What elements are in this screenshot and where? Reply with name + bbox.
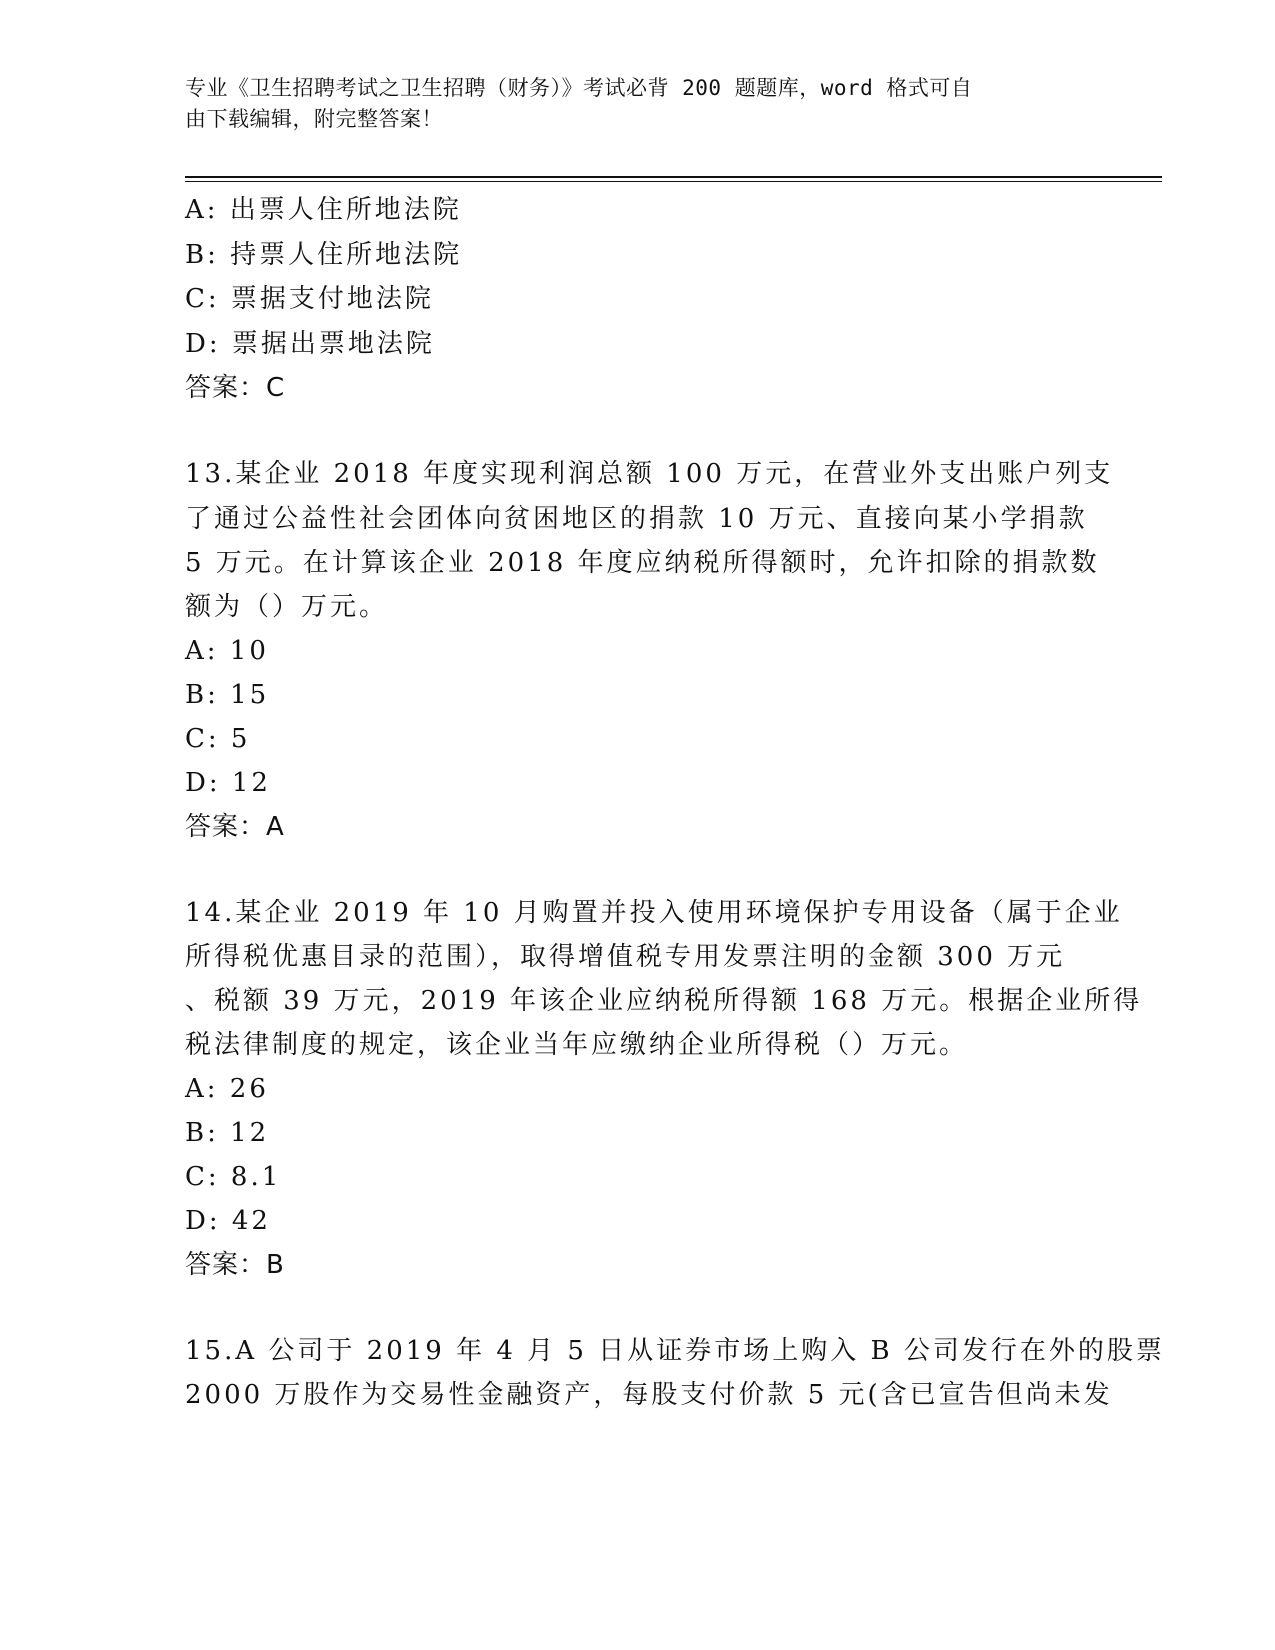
question-13-stem: 5 万元。在计算该企业 2018 年度应纳税所得额时，允许扣除的捐款数 xyxy=(185,548,1100,578)
question-13-stem: 13.某企业 2018 年度实现利润总额 100 万元，在营业外支出账户列支 xyxy=(185,459,1114,489)
question-14-stem: 14.某企业 2019 年 10 月购置并投入使用环境保护专用设备（属于企业 xyxy=(185,898,1123,928)
option-a: A: 出票人住所地法院 xyxy=(185,195,462,225)
header-divider-thin xyxy=(185,181,1162,182)
option-c: C: 票据支付地法院 xyxy=(185,284,434,314)
header-divider xyxy=(185,176,1162,178)
question-15-stem: 2000 万股作为交易性金融资产，每股支付价款 5 元(含已宣告但尚未发 xyxy=(185,1380,1113,1410)
question-13-stem: 了通过公益性社会团体向贫困地区的捐款 10 万元、直接向某小学捐款 xyxy=(185,504,1088,534)
answer-line: 答案：B xyxy=(185,1250,285,1280)
header-line: 由下载编辑，附完整答案！ xyxy=(185,107,443,131)
option-c: C: 5 xyxy=(185,724,251,754)
question-15-stem: 15.A 公司于 2019 年 4 月 5 日从证券市场上购入 B 公司发行在外的股票 xyxy=(185,1336,1165,1366)
question-14-stem: 所得税优惠目录的范围），取得增值税专用发票注明的金额 300 万元 xyxy=(185,942,1066,972)
question-13-stem: 额为（）万元。 xyxy=(185,592,389,622)
option-d: D: 42 xyxy=(185,1206,271,1236)
option-d: D: 12 xyxy=(185,768,271,798)
option-b: B: 12 xyxy=(185,1118,270,1148)
document-header xyxy=(185,73,1085,135)
answer-line: 答案：A xyxy=(185,812,285,842)
question-14-stem: 税法律制度的规定，该企业当年应缴纳企业所得税（）万元。 xyxy=(185,1030,969,1060)
question-14-stem: 、税额 39 万元，2019 年该企业应纳税所得额 168 万元。根据企业所得 xyxy=(185,986,1143,1016)
option-d: D: 票据出票地法院 xyxy=(185,329,435,359)
option-b: B: 15 xyxy=(185,680,270,710)
option-a: A: 10 xyxy=(185,636,269,666)
option-c: C: 8.1 xyxy=(185,1162,282,1192)
answer-line: 答案：C xyxy=(185,373,286,403)
option-a: A: 26 xyxy=(185,1074,269,1104)
header-line: 专业《卫生招聘考试之卫生招聘（财务）》考试必背 200 题题库，word 格式可自 xyxy=(185,76,973,100)
option-b: B: 持票人住所地法院 xyxy=(185,240,463,270)
